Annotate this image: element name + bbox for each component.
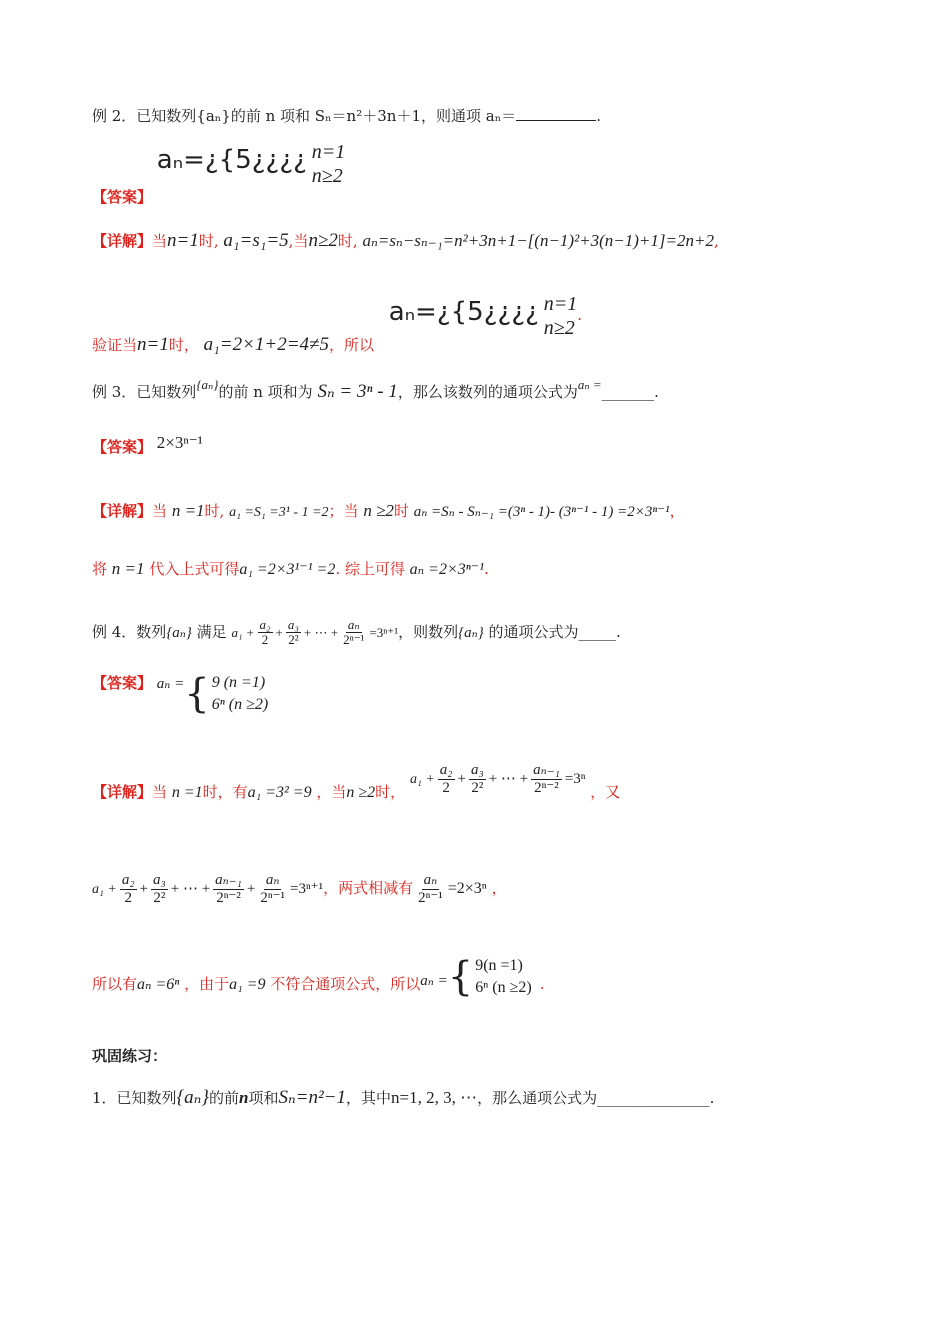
question-text: 1．已知数列 [92, 1089, 177, 1107]
detail-text: . [577, 306, 582, 324]
ex3-answer [92, 432, 203, 456]
detail-text: 验证当 [92, 336, 138, 354]
question-text: ，其中 [346, 1089, 392, 1107]
math: n =1 [111, 559, 145, 578]
question-text: _______. [601, 383, 659, 401]
case-row-1: n=1 [311, 141, 346, 163]
case-row-2: n≥2 [311, 165, 343, 187]
math: n ≥2 [346, 784, 376, 801]
detail-text: 时, [198, 232, 219, 250]
math: {aₙ} [176, 1087, 209, 1108]
math: a₁ =3² =9 [247, 784, 312, 801]
detail-tag: 【详解】 [92, 502, 153, 520]
detail-text: 时， [168, 336, 199, 354]
question-text: _____. [578, 622, 621, 641]
detail-text: 时 [393, 502, 409, 520]
math: a₁=2×1+2=4≠5 [203, 334, 329, 355]
math: Sₙ=n²−1 [278, 1087, 346, 1108]
ex2-verify-cases [544, 292, 578, 340]
math: a₁ =S₁ =3¹ - 1 =2 [229, 505, 329, 520]
math: n =1 [171, 501, 205, 520]
left-brace-icon: { [447, 953, 474, 1000]
detail-text: 时，有 [202, 783, 248, 801]
ex4-conclusion-cases [448, 955, 532, 998]
detail-text: ，由于 [184, 974, 230, 993]
question-text: 的前 n 项和为 [218, 383, 313, 401]
math: =2×3ⁿ [447, 880, 487, 897]
detail-text: 当 [152, 232, 168, 250]
question-text: ，那么该数列的通项公式为 [397, 383, 578, 401]
math: a₁ =9 [229, 975, 266, 993]
math: aₙ =2×3ⁿ⁻¹ [409, 561, 485, 578]
denominator: 2² [471, 779, 484, 796]
question-text: 例 4．数列 [92, 622, 167, 641]
detail-text: 当 [152, 783, 168, 801]
math: {aₙ} [196, 377, 219, 392]
math: a₁=s₁=5 [223, 230, 289, 251]
ex4-answer-cases [184, 672, 268, 715]
fraction [286, 618, 301, 648]
denominator: 2ⁿ⁻¹ [418, 889, 443, 906]
case-row-1: 9 (n =1) [211, 674, 266, 691]
ex2-verify [92, 292, 582, 355]
denominator: 2ⁿ⁻¹ [343, 632, 365, 648]
detail-text: 将 [92, 560, 108, 578]
answer-tag: 【答案】 [92, 188, 153, 206]
math: n [238, 1088, 249, 1107]
detail-text: ， [491, 879, 507, 897]
math: aₙ = [577, 377, 602, 392]
detail-text: 所以有 [92, 974, 138, 993]
math: a₁ + [231, 624, 255, 640]
detail-text: 时, [337, 232, 358, 250]
math: + ⋯ + [170, 881, 211, 897]
fraction [151, 872, 168, 906]
ex2-verify-garbled: aₙ=¿{5¿¿¿¿ [388, 297, 539, 327]
question-text: 的前 [208, 1089, 239, 1107]
denominator: 2ⁿ⁻² [216, 889, 241, 906]
denominator: 2 [261, 632, 269, 648]
numerator: a₃ [470, 762, 484, 778]
math: a₁ + [92, 882, 117, 897]
math: {aₙ} [166, 624, 192, 641]
math: =3ⁿ⁺¹ [369, 624, 399, 640]
detail-text: ,当 [288, 232, 309, 250]
math: aₙ=sₙ−sₙ₋₁=n²+3n+1−[(n−1)²+3(n−1)+1]=2n+2 [362, 231, 714, 250]
detail-text: . [539, 974, 545, 993]
practice-heading: 巩固练习： [92, 1047, 168, 1065]
math: =3ⁿ [564, 771, 586, 787]
case-row-2: n≥2 [543, 317, 575, 339]
ex2-answer-cases [312, 140, 346, 188]
question-text: ，则数列 [398, 622, 459, 641]
detail-text: ，又 [590, 783, 621, 801]
question-text: ，那么通项公式为 [477, 1089, 598, 1107]
answer-blank [516, 108, 596, 121]
numerator: aₙ [265, 872, 280, 888]
fraction [469, 762, 486, 796]
denominator: 2 [442, 779, 450, 796]
case-row-1: n=1 [543, 293, 578, 315]
ex4-derivation: a₁ + $\frac{\text{a₂}}{2}$ + $\frac{\text{a₃}}{\text{2²}}$ + ⋯ + $\frac{\text{aₙ₋₁}}{\text{2ⁿ⁻²}}$ + $\frac{\text{aₙ}}{\text{2ⁿ⁻¹}}$ =3ⁿ⁺¹，两式相减有 $\frac{\text{aₙ}}{\text{2ⁿ⁻¹}}$ =2×3ⁿ ， [92, 872, 507, 906]
math: + [246, 881, 256, 897]
ex3-detail [92, 500, 685, 521]
math: a₁ =2×3¹⁻¹ =2 [239, 561, 336, 578]
fraction [531, 762, 562, 796]
detail-tag: 【详解】 [92, 232, 153, 250]
detail-text: ，当 [316, 783, 347, 801]
detail-text: 时, [204, 502, 225, 520]
math: n=1 [137, 334, 169, 355]
ex2-answer-garbled: aₙ=¿{5¿¿¿¿ [156, 145, 307, 175]
math: aₙ = [156, 675, 185, 692]
detail-text: 代入上式可得 [149, 560, 240, 578]
fraction [438, 762, 455, 796]
question-text: 项和 [248, 1089, 279, 1107]
math: + ⋯ + [488, 771, 529, 787]
answer-math: 2×3ⁿ⁻¹ [156, 433, 203, 452]
numerator: aₙ₋₁ [533, 762, 560, 778]
question-text: 例 3．已知数列 [92, 383, 197, 401]
math: n ≥2 [363, 501, 394, 520]
practice-q1 [92, 1086, 714, 1109]
case-row-2: 6ⁿ (n ≥2) [475, 978, 532, 996]
math: aₙ =6ⁿ [137, 975, 180, 993]
fraction [213, 872, 244, 906]
answer-tag: 【答案】 [92, 438, 153, 456]
denominator: 2ⁿ⁻² [534, 779, 559, 796]
detail-text: ，两式相减有 [323, 879, 414, 897]
ex4-answer [92, 672, 268, 715]
math: =3ⁿ⁺¹ [289, 881, 324, 897]
numerator: a₃ [287, 617, 299, 632]
detail-text: 不符合通项公式，所以 [270, 974, 421, 993]
fraction [416, 872, 445, 906]
fraction [258, 618, 273, 648]
detail-text: ；当 [328, 502, 359, 520]
numerator: aₙ [423, 872, 438, 888]
case-row-1: 9(n =1) [475, 957, 523, 974]
question-text: 的通项公式为 [488, 622, 579, 641]
numerator: aₙ₋₁ [215, 872, 242, 888]
numerator: a₂ [121, 872, 135, 888]
math: aₙ =Sₙ - Sₙ₋₁ =(3ⁿ - 1)- (3ⁿ⁻¹ - 1) =2×3ⁿ⁻¹ [413, 504, 670, 520]
detail-text: 当 [152, 502, 168, 520]
numerator: a₃ [153, 872, 166, 888]
denominator: 2 [124, 889, 132, 906]
math: n=1, 2, 3, ⋯ [391, 1088, 478, 1107]
ex2-question: 例 2．已知数列{aₙ}的前 n 项和 Sₙ＝n²＋3n＋1，则通项 aₙ＝ . [92, 107, 601, 125]
question-text: 满足 [196, 622, 227, 641]
case-row-2: 6ⁿ (n ≥2) [211, 695, 269, 713]
ex3-question [92, 377, 659, 403]
math: a₁ + [409, 772, 435, 787]
detail-text: . [484, 560, 489, 578]
ex3-substitute [92, 558, 489, 579]
fraction [120, 872, 137, 906]
denominator: 2ⁿ⁻¹ [260, 889, 285, 906]
detail-text: ，所以 [328, 336, 374, 354]
numerator: a₂ [439, 762, 453, 778]
math: n=1 [167, 230, 199, 251]
ex4-question: 例 4．数列{aₙ} 满足 a₁ + $\frac{\text{a₂}}{2}$ + $\frac{\text{a₃}}{\text{2²}}$ + ⋯ + $\frac{\text{aₙ}}{\text{2ⁿ⁻¹}}$ =3ⁿ⁺¹，则数列{aₙ} 的通项公式为_____. [92, 617, 621, 648]
ex2-answer [92, 140, 346, 206]
fraction [258, 872, 287, 906]
detail-tag: 【详解】 [92, 783, 153, 801]
ex4-conclusion [92, 955, 544, 998]
math: n≥2 [308, 230, 338, 251]
denominator: 2² [288, 632, 299, 648]
question-text: _______________. [597, 1089, 715, 1107]
math: {aₙ} [458, 624, 484, 641]
left-brace-icon: { [184, 670, 210, 717]
math: Sₙ = 3ⁿ - 1 [317, 381, 398, 402]
ex2-question-text: 例 2．已知数列{aₙ}的前 n 项和 Sₙ＝n²＋3n＋1，则通项 aₙ＝ [92, 107, 517, 125]
fraction [341, 618, 366, 648]
detail-text: 时， [375, 783, 406, 801]
math: n =1 [171, 784, 203, 801]
ex4-detail: 【详解】当 n =1时，有a₁ =3² =9 ，当n ≥2时， a₁ + $\frac{\text{a₂}}{2}$ + $\frac{\text{a₃}}{\text{2²}}$ + ⋯ + $\frac{\text{aₙ₋₁}}{\text{2ⁿ⁻²}}$ =3ⁿ ，又 [92, 762, 621, 801]
math: + ⋯ + [303, 624, 339, 640]
ex2-detail [92, 230, 719, 252]
numerator: aₙ [347, 617, 360, 632]
detail-text: . 综上可得 [335, 560, 405, 578]
math: aₙ = [420, 972, 448, 989]
denominator: 2² [153, 889, 166, 906]
numerator: a₂ [259, 617, 271, 632]
detail-text: , [713, 232, 719, 250]
detail-text: ， [669, 502, 685, 520]
answer-tag: 【答案】 [92, 673, 153, 692]
